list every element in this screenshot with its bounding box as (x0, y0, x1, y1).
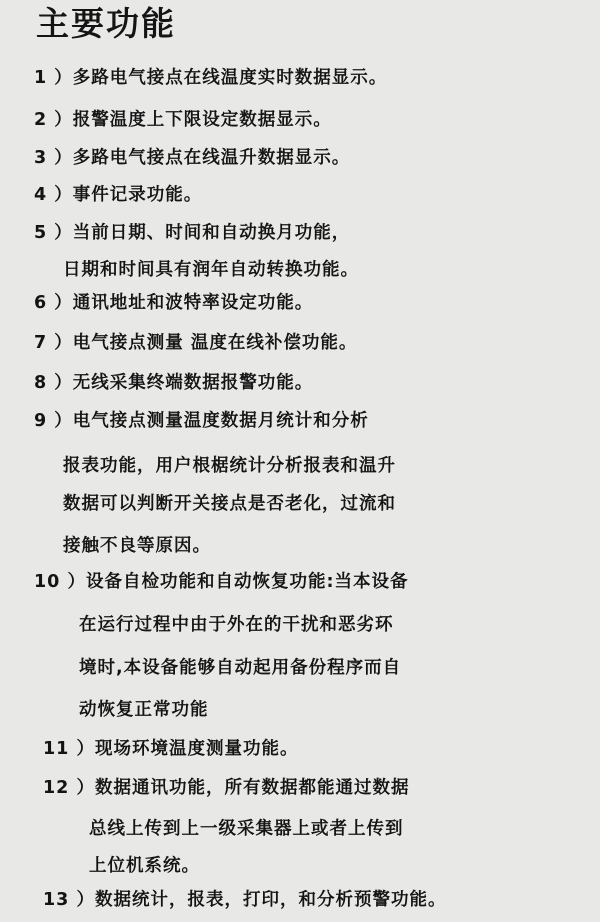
feature-line-10-continued-3: 动恢复正常功能 (79, 700, 209, 720)
feature-line-8: 8 ）无线采集终端数据报警功能。 (34, 373, 314, 393)
feature-line-10-continued-1: 在运行过程中由于外在的干扰和恶劣环 (79, 615, 394, 635)
feature-line-9-continued-1: 报表功能，用户根椐统计分析报表和温升 (63, 456, 396, 476)
feature-line-9-continued-3: 接触不良等原因。 (63, 536, 211, 556)
feature-line-13: 13 ）数据统计，报表，打印，和分析预警功能。 (43, 890, 447, 910)
feature-line-5-continued: 日期和时间具有润年自动转换功能。 (63, 260, 359, 280)
feature-line-10: 10 ）设备自检功能和自动恢复功能:当本设备 (34, 572, 409, 592)
feature-line-9: 9 ）电气接点测量温度数据月统计和分析 (34, 411, 369, 431)
page-title: 主要功能 (36, 4, 176, 43)
feature-line-11: 11 ）现场环境温度测量功能。 (43, 739, 299, 759)
feature-line-9-continued-2: 数据可以判断开关接点是否老化，过流和 (63, 494, 396, 514)
feature-line-7: 7 ）电气接点测量 温度在线补偿功能。 (34, 333, 358, 353)
feature-line-1: 1 ）多路电气接点在线温度实时数据显示。 (34, 68, 388, 88)
feature-line-4: 4 ）事件记录功能。 (34, 185, 203, 205)
feature-line-12-continued-2: 上位机系统。 (89, 856, 200, 876)
feature-line-3: 3 ）多路电气接点在线温升数据显示。 (34, 148, 351, 168)
feature-line-12: 12 ）数据通讯功能，所有数据都能通过数据 (43, 778, 410, 798)
feature-line-2: 2 ）报警温度上下限设定数据显示。 (34, 110, 332, 130)
feature-line-6: 6 ）通讯地址和波特率设定功能。 (34, 293, 314, 313)
feature-line-5: 5 ）当前日期、时间和自动换月功能， (34, 223, 351, 243)
feature-line-10-continued-2: 境时,本设备能够自动起用备份程序而自 (79, 658, 402, 678)
feature-line-12-continued-1: 总线上传到上一级采集器上或者上传到 (89, 819, 404, 839)
